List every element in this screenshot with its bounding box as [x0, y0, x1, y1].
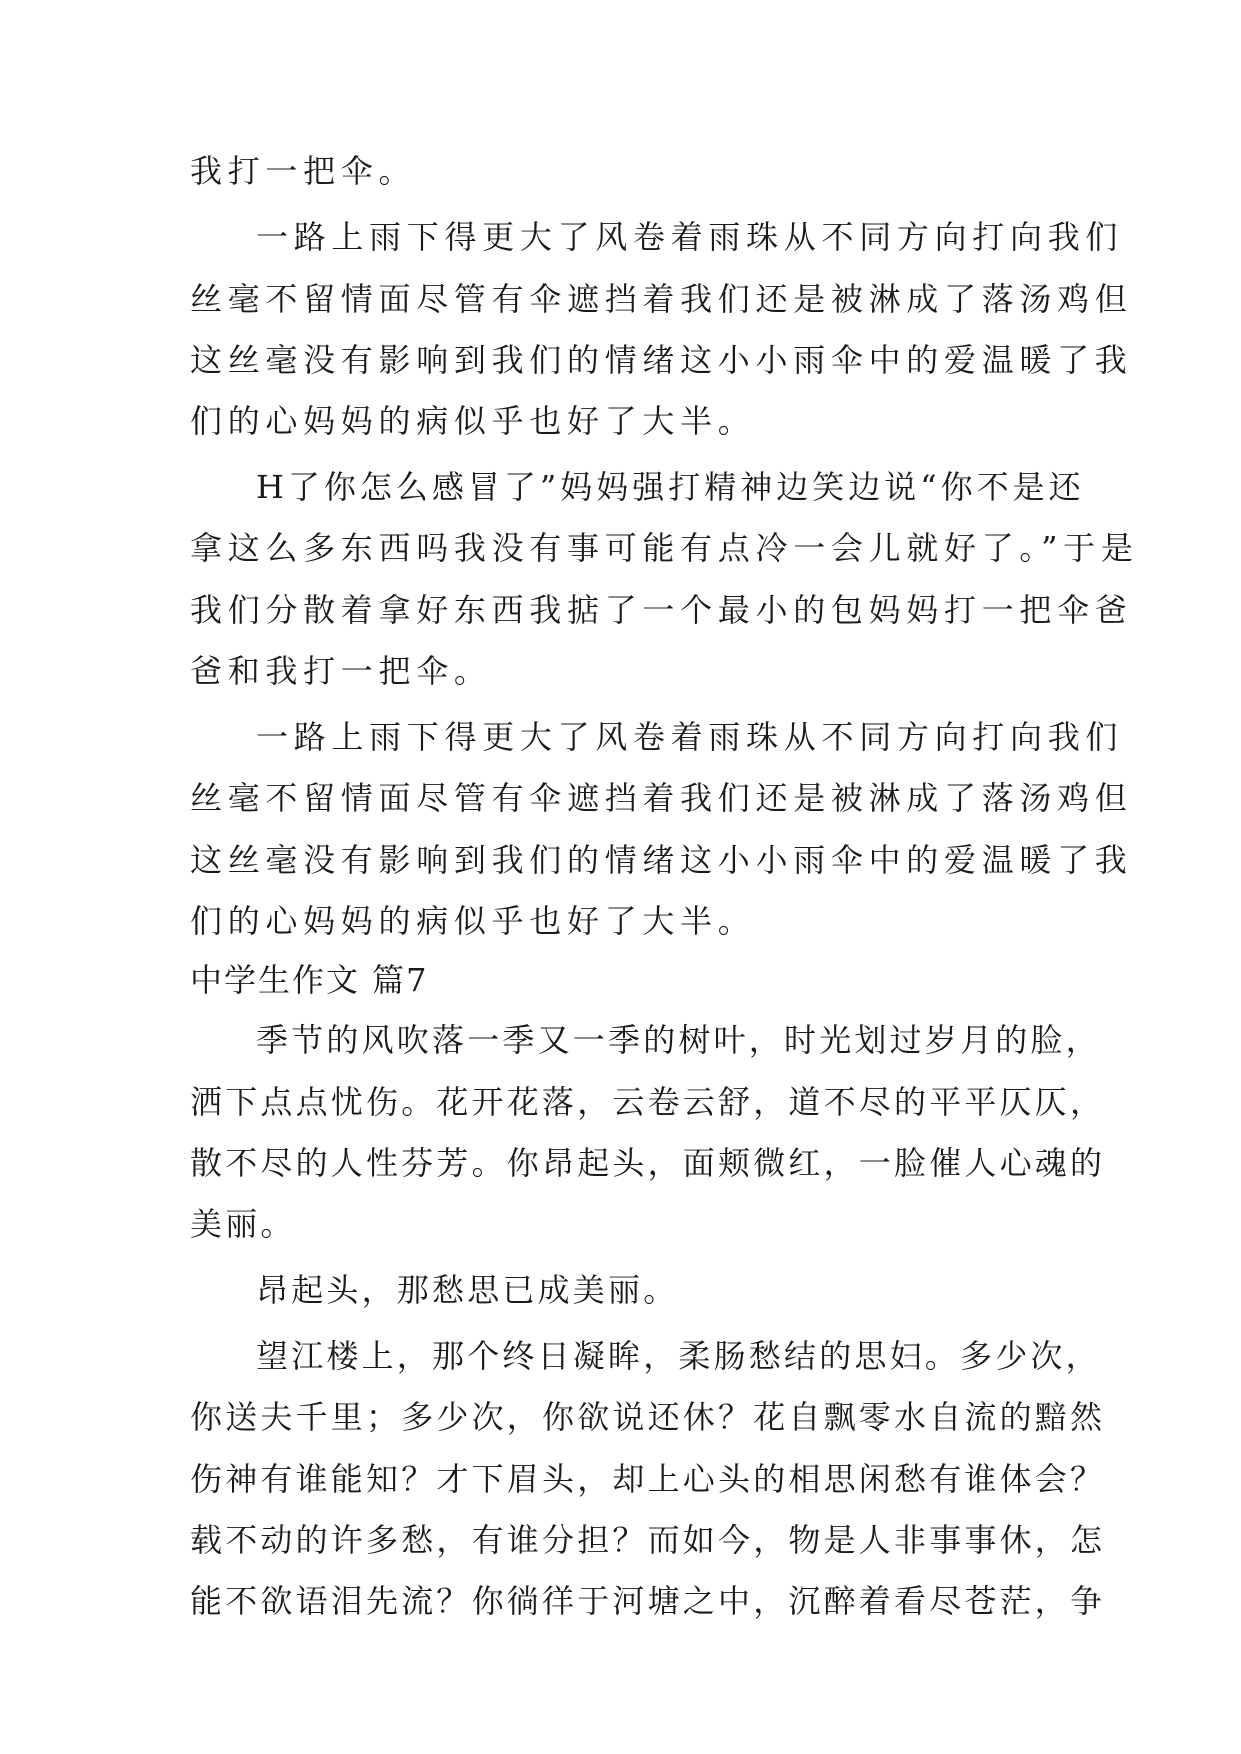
text-line: 一路上雨下得更大了风卷着雨珠从不同方向打向我们: [256, 218, 1124, 256]
text-line: 拿这么多东西吗我没有事可能有点冷一会儿就好了。”于是: [190, 529, 1139, 567]
text-line: 能不欲语泪先流？你徜徉于河塘之中，沉醉着看尽苍茫，争: [190, 1582, 1106, 1620]
text-line: 季节的风吹落一季又一季的树叶，时光划过岁月的脸，: [256, 1021, 1101, 1059]
text-line: 伤神有谁能知？才下眉头，却上心头的相思闲愁有谁体会？: [190, 1460, 1106, 1498]
text-line: 我打一把伞。: [190, 152, 417, 190]
text-line: 你送夫千里；多少次，你欲说还休？花自飘零水自流的黯然: [190, 1398, 1106, 1436]
text-line: 爸和我打一把伞。: [190, 652, 492, 690]
text-line: 散不尽的人性芬芳。你昂起头，面颊微红，一脸催人心魂的: [190, 1144, 1106, 1182]
text-line: 这丝毫没有影响到我们的情绪这小小雨伞中的爱温暖了我: [190, 341, 1133, 379]
text-line: 丝毫不留情面尽管有伞遮挡着我们还是被淋成了落汤鸡但: [190, 779, 1133, 817]
text-line: 丝毫不留情面尽管有伞遮挡着我们还是被淋成了落汤鸡但: [190, 280, 1133, 318]
text-line: 望江楼上，那个终日凝眸，柔肠愁结的思妇。多少次，: [256, 1337, 1101, 1375]
text-line: 载不动的许多愁，有谁分担？而如今，物是人非事事休，怎: [190, 1521, 1106, 1559]
text-line: 这丝毫没有影响到我们的情绪这小小雨伞中的爱温暖了我: [190, 841, 1133, 879]
section-heading: 中学生作文 篇7: [190, 961, 429, 999]
text-line: 美丽。: [190, 1205, 296, 1243]
text-line: 一路上雨下得更大了风卷着雨珠从不同方向打向我们: [256, 718, 1124, 756]
text-line: 们的心妈妈的病似乎也好了大半。: [190, 902, 756, 940]
text-line: 们的心妈妈的病似乎也好了大半。: [190, 402, 756, 440]
text-line: 我们分散着拿好东西我掂了一个最小的包妈妈打一把伞爸: [190, 591, 1133, 629]
text-line: 洒下点点忧伤。花开花落，云卷云舒，道不尽的平平仄仄，: [190, 1083, 1106, 1121]
text-line: H了你怎么感冒了”妈妈强打精神边笑边说“你不是还: [256, 468, 1085, 506]
text-line: 昂起头，那愁思已成美丽。: [256, 1271, 679, 1309]
